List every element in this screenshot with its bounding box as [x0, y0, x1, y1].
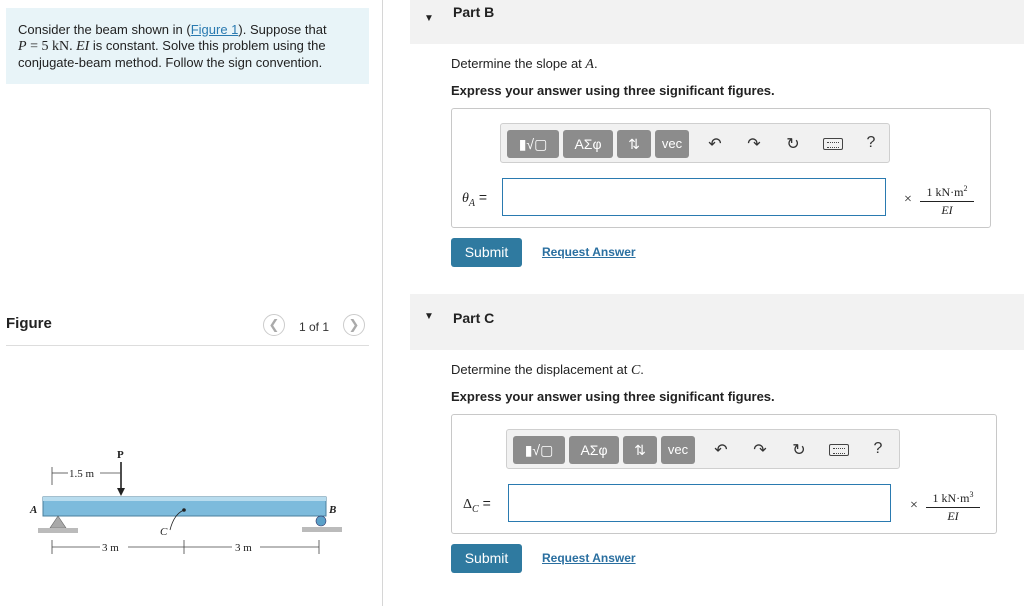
question-variable: A	[585, 57, 594, 72]
templates-button[interactable]: ▮√▢	[513, 436, 565, 464]
keyboard-icon[interactable]	[823, 138, 843, 150]
redo-icon[interactable]: ↷	[747, 136, 761, 153]
point-c-label: C	[160, 526, 168, 538]
problem-line-3: conjugate-beam method. Follow the sign convention.	[18, 55, 323, 70]
pin-support-a	[50, 516, 66, 528]
part-b-math-toolbar	[500, 123, 890, 163]
column-divider	[382, 0, 383, 606]
part-b-units: × $\frac{1 kN\cdot m^2}{EI}$	[904, 184, 979, 218]
templates-button[interactable]: ▮√▢	[507, 130, 559, 158]
beam-figure	[20, 440, 360, 560]
part-b-answer-label: $\theta_A$ =	[462, 189, 488, 209]
keyboard-icon[interactable]	[829, 444, 849, 456]
reset-icon[interactable]: ↻	[786, 136, 800, 153]
load-variable: P	[18, 39, 27, 54]
dim-label-left: 3 m	[102, 542, 119, 554]
figure-title: Figure	[6, 315, 52, 332]
problem-text: ). Suppose that	[238, 22, 327, 37]
question-text: Determine the displacement at	[451, 362, 631, 377]
ground-b	[302, 527, 342, 532]
vec-button[interactable]: vec	[655, 130, 689, 158]
part-b-answer-input[interactable]	[502, 178, 886, 216]
part-c-request-answer-link[interactable]: Request Answer	[542, 551, 636, 565]
problem-line-2	[18, 38, 357, 55]
part-c-units: × $\frac{1 kN\cdot m^3}{EI}$	[910, 490, 985, 524]
part-c-math-toolbar	[506, 429, 900, 469]
support-b-label: B	[329, 504, 337, 516]
greek-symbols-button[interactable]: ΑΣφ	[563, 130, 613, 158]
figure-header	[6, 308, 369, 346]
load-value: = 5 kN.	[26, 39, 77, 54]
vec-button[interactable]: vec	[661, 436, 695, 464]
problem-text: Consider the beam shown in (	[18, 22, 191, 37]
arrows-button[interactable]: ⇅	[617, 130, 651, 158]
part-b-question: Determine the slope at A.	[451, 56, 598, 72]
question-text: Determine the slope at	[451, 56, 586, 71]
collapse-triangle-icon[interactable]: ▼	[424, 13, 434, 24]
collapse-triangle-icon[interactable]: ▼	[424, 311, 434, 322]
ei-variable: EI	[76, 39, 90, 54]
ground-a	[38, 528, 78, 533]
redo-icon[interactable]: ↷	[753, 442, 767, 459]
part-c-answer-input[interactable]	[508, 484, 891, 522]
part-c-title: Part C	[453, 310, 495, 326]
help-button[interactable]: ?	[873, 440, 883, 457]
part-b-instruction: Express your answer using three significant figures.	[451, 83, 775, 98]
figure-link[interactable]: Figure 1	[190, 22, 239, 37]
arrows-button[interactable]: ⇅	[623, 436, 657, 464]
part-c-question: Determine the displacement at C.	[451, 362, 644, 378]
figure-counter: 1 of 1	[299, 320, 330, 334]
reset-icon[interactable]: ↻	[792, 442, 806, 459]
part-b-title: Part B	[453, 4, 495, 20]
support-a-label: A	[30, 504, 38, 516]
problem-statement	[6, 8, 369, 84]
greek-symbols-button[interactable]: ΑΣφ	[569, 436, 619, 464]
part-b-submit-button[interactable]: Submit	[451, 238, 522, 267]
undo-icon[interactable]: ↶	[714, 442, 728, 459]
question-variable: C	[630, 363, 641, 378]
chevron-right-icon[interactable]: ❯	[343, 314, 365, 336]
part-c-answer-label: $\Delta_C$ =	[463, 495, 491, 515]
part-c-submit-button[interactable]: Submit	[451, 544, 522, 573]
part-c-header[interactable]	[410, 294, 1024, 350]
problem-text: is constant. Solve this problem using the	[89, 38, 326, 53]
load-label: P	[117, 449, 124, 461]
dim-label-top: 1.5 m	[69, 468, 95, 480]
point-c-marker	[182, 508, 186, 512]
dim-label-right: 3 m	[235, 542, 252, 554]
part-c-instruction: Express your answer using three significant figures.	[451, 389, 775, 404]
load-arrow-head	[117, 488, 125, 496]
problem-line-1	[18, 22, 357, 38]
help-button[interactable]: ?	[866, 134, 876, 151]
part-c-answer-box	[451, 414, 997, 534]
beam-highlight	[43, 497, 326, 501]
roller-support-b	[316, 516, 326, 526]
undo-icon[interactable]: ↶	[708, 136, 722, 153]
part-b-answer-box	[451, 108, 991, 228]
part-b-request-answer-link[interactable]: Request Answer	[542, 245, 636, 259]
chevron-left-icon[interactable]: ❮	[263, 314, 285, 336]
part-b-header[interactable]	[410, 0, 1024, 44]
